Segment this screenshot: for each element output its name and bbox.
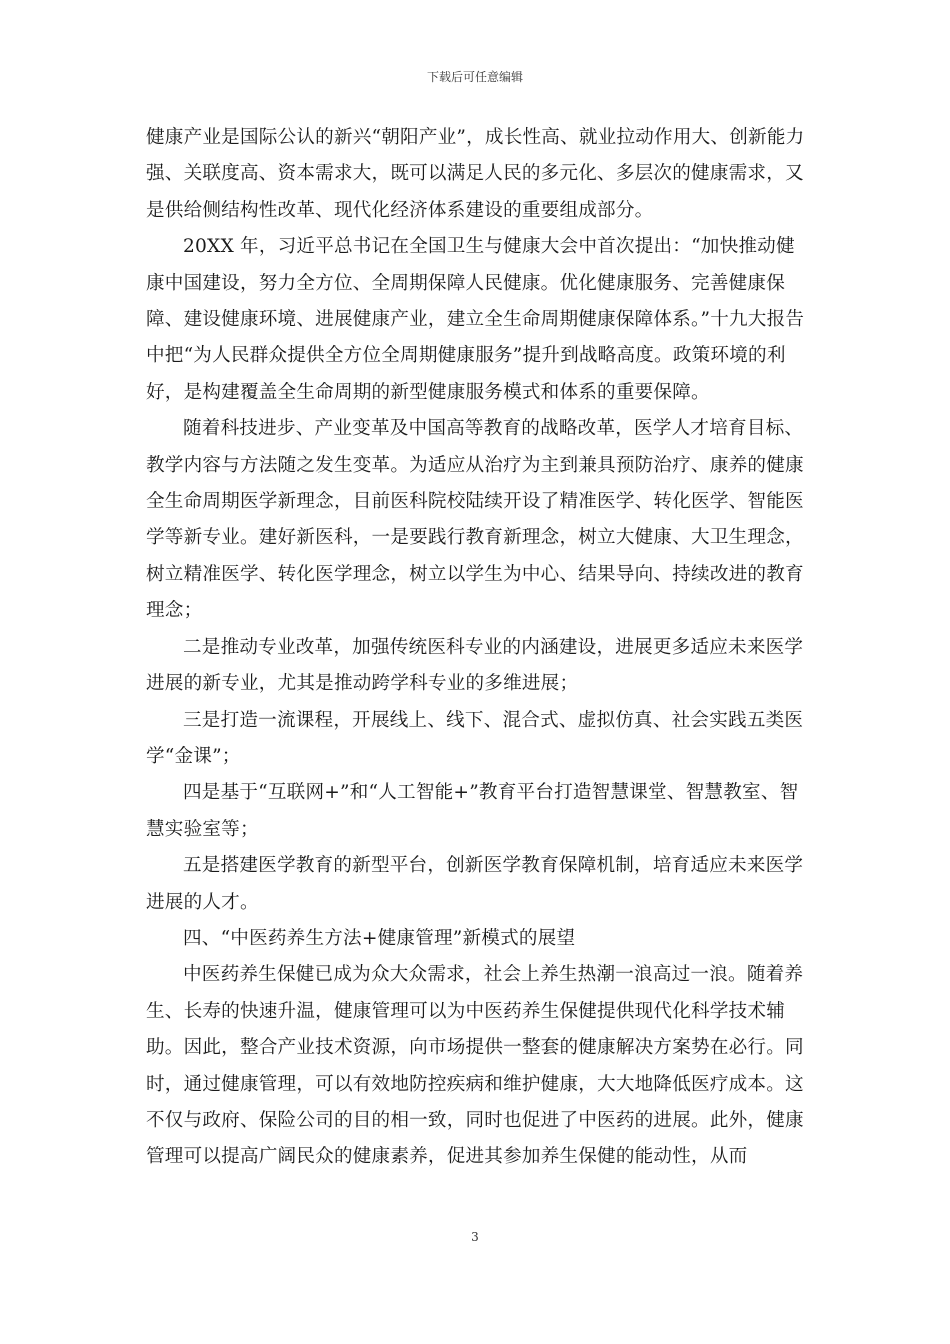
paragraph: 中医药养生保健已成为众大众需求，社会上养生热潮一浪高过一浪。随着养生、长寿的快速升温，健康管理可以为中医药养生保健提供现代化科学技术辅助。因此，整合产业技术资源，向市场提供一整套的健康解决方案势在必行。同时，通过健康管理，可以有效地防控疾病和维护健康，大大地降低医疗成本。这不仅与政府、保险公司的目的相一致，同时也促进了中医药的进展。此外，健康管理可以提高广阔民众的健康素养，促进其参加养生保健的能动性，从而 <box>146 964 804 1168</box>
page-header: 下载后可任意编辑 <box>426 70 523 84</box>
paragraph: 二是推动专业改革，加强传统医科专业的内涵建设，进展更多适应未来医学进展的新专业，尤其是推动跨学科专业的多维进展； <box>146 636 804 695</box>
document-body <box>146 120 810 1176</box>
paragraph: 20XX 年，习近平总书记在全国卫生与健康大会中首次提出：“加快推动健康中国建设，努力全方位、全周期保障人民健康。优化健康服务、完善健康保障、建设健康环境、进展健康产业，建立全生命周期健康保障体系。”十九大报告中把“为人民群众提供全方位全周期健康服务”提升到战略高度。政策环境的利好，是构建覆盖全生命周期的新型健康服务模式和体系的重要保障。 <box>146 236 805 403</box>
page-number: 3 <box>471 1230 479 1244</box>
paragraph: 健康产业是国际公认的新兴“朝阳产业”，成长性高、就业拉动作用大、创新能力强、关联度高、资本需求大，既可以满足人民的多元化、多层次的健康需求，又是供给侧结构性改革、现代化经济体系建设的重要组成部分。 <box>146 127 805 221</box>
paragraph: 三是打造一流课程，开展线上、线下、混合式、虚拟仿真、社会实践五类医学“金课”； <box>146 709 804 767</box>
paragraph: 五是搭建医学教育的新型平台，创新医学教育保障机制，培育适应未来医学进展的人才。 <box>146 855 804 913</box>
section-heading: 四、“中医药养生方法+健康管理”新模式的展望 <box>183 927 576 949</box>
paragraph: 四是基于“互联网+”和“人工智能+”教育平台打造智慧课堂、智慧教室、智慧实验室等； <box>146 782 799 840</box>
paragraph: 随着科技进步、产业变革及中国高等教育的战略改革，医学人才培育目标、教学内容与方法随之发生变革。为适应从治疗为主到兼具预防治疗、康养的健康全生命周期医学新理念，目前医科院校陆续开设了精准医学、转化医学、智能医学等新专业。建好新医科，一是要践行教育新理念，树立大健康、大卫生理念，树立精准医学、转化医学理念，树立以学生为中心、结果导向、持续改进的教育理念； <box>146 418 804 622</box>
